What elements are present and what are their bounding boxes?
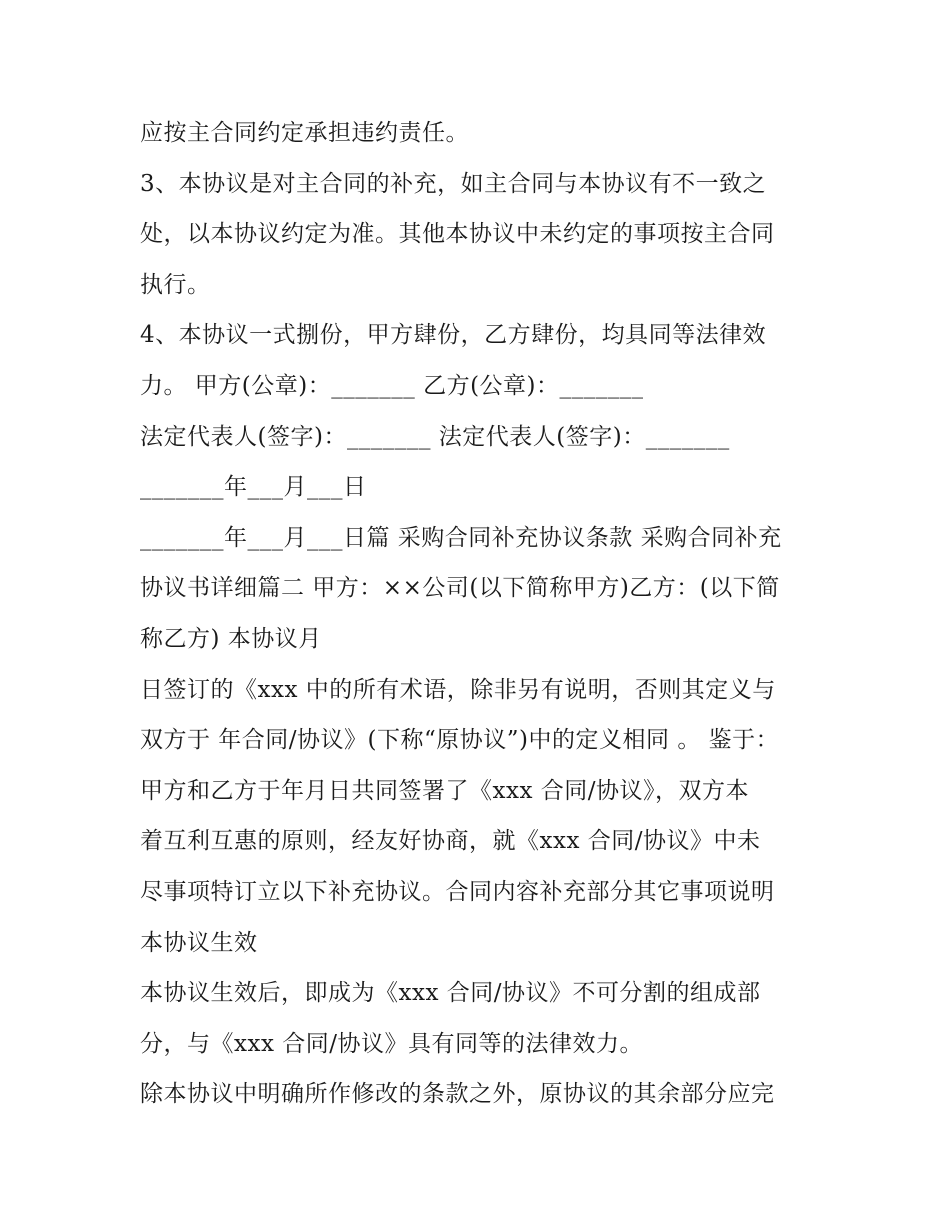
text-line: 应按主合同约定承担违约责任。 (140, 120, 469, 146)
text-line: 处，以本协议约定为准。其他本协议中未约定的事项按主合同 (140, 221, 775, 248)
text-line: 3、本协议是对主合同的补充，如主合同与本协议有不一致之 (140, 170, 767, 197)
text-line: 日签订的《xxx 中的所有术语，除非另有说明，否则其定义与 (140, 676, 776, 703)
text-line: _______年___月___日篇 采购合同补充协议条款 采购合同补充 (140, 524, 782, 551)
text-line: 着互利互惠的原则，经友好协商，就《xxx 合同/协议》中未 (140, 828, 761, 855)
text-line: 甲方和乙方于年月日共同签署了《xxx 合同/协议》，双方本 (140, 777, 749, 804)
text-line: 本协议生效后，即成为《xxx 合同/协议》不可分割的组成部 (140, 980, 761, 1007)
text-line: 分，与《xxx 合同/协议》具有同等的法律效力。 (140, 1030, 643, 1057)
date-line: _______年___月___日 (140, 474, 367, 501)
text-line: 尽事项特订立以下补充协议。合同内容补充部分其它事项说明 (140, 878, 775, 905)
text-line: 除本协议中明确所作修改的条款之外，原协议的其余部分应完 (140, 1081, 775, 1108)
text-line: 协议书详细篇二 甲方：××公司(以下简称甲方)乙方：(以下简 (140, 575, 780, 602)
signature-line-seal: 力。 甲方(公章)：_______ 乙方(公章)：_______ (140, 372, 644, 399)
text-line: 执行。 (140, 271, 211, 298)
text-line: 双方于 年合同/协议》(下称“原协议”)中的定义相同 。 鉴于： (140, 727, 780, 754)
text-line: 称乙方) 本协议月 (140, 625, 322, 652)
text-line: 本协议生效 (140, 929, 258, 956)
text-line: 4、本协议一式捌份，甲方肆份，乙方肆份，均具同等法律效 (140, 322, 767, 349)
document-body (140, 108, 820, 1120)
signature-line-representative: 法定代表人(签字)：_______ 法定代表人(签字)：_______ (140, 423, 730, 450)
